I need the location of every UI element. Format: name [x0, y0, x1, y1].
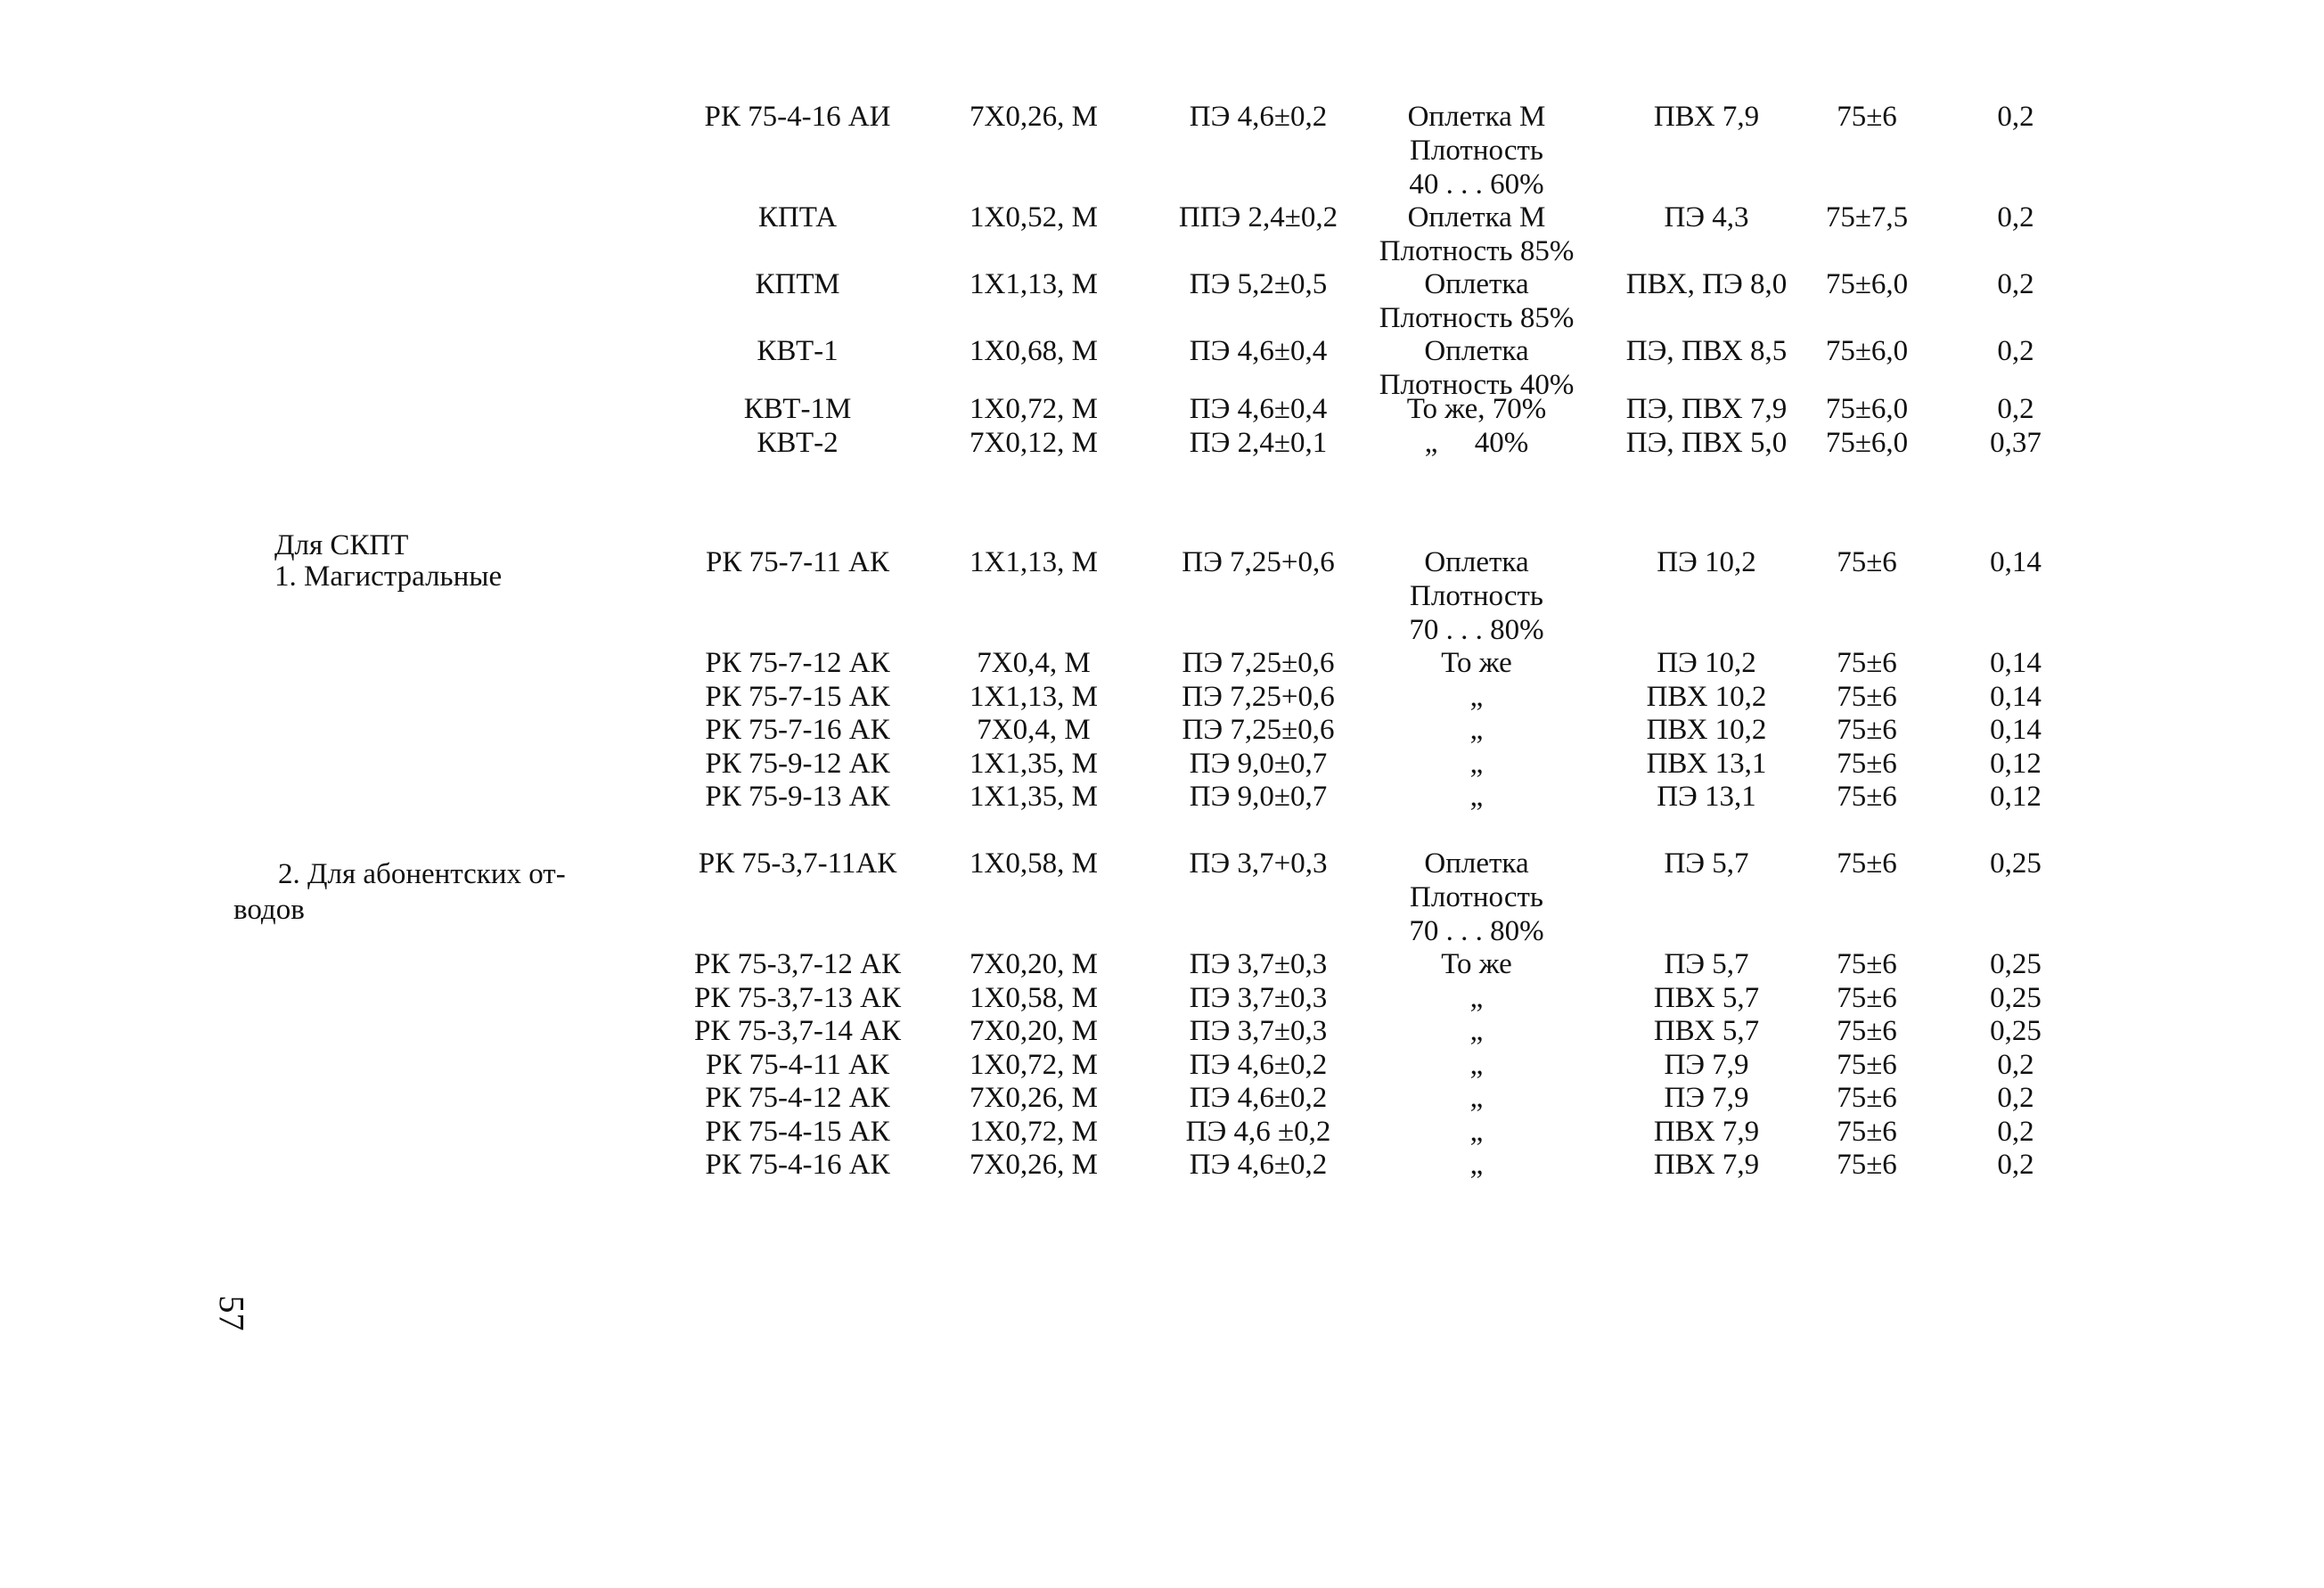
cell-brand: РК 75-7-12 АК [705, 647, 890, 679]
cell-impedance: 75±6 [1837, 1116, 1897, 1148]
cell-sheath: ПЭ, ПВХ 7,9 [1625, 393, 1788, 425]
cell-brand: РК 75-9-12 АК [705, 748, 890, 780]
cell-impedance: 75±6 [1837, 1049, 1897, 1081]
cell-impedance: 75±6 [1837, 948, 1897, 980]
cell-sheath: ПВХ 10,2 [1646, 681, 1767, 713]
cell-shield: „ 40% [1424, 427, 1529, 459]
cell-shield: „ [1469, 1116, 1484, 1148]
cell-brand: РК 75-4-16 АИ [704, 101, 891, 133]
section-label-skpt-title: Для СКПТ [274, 529, 409, 561]
cell-impedance: 75±6 [1837, 748, 1897, 780]
cell-impedance: 75±6 [1837, 714, 1897, 746]
cell-attenuation: 0,14 [1990, 714, 2042, 746]
cell-brand: РК 75-4-12 АК [705, 1082, 890, 1114]
cell-brand: РК 75-4-16 АК [705, 1149, 890, 1181]
cell-attenuation: 0,14 [1990, 647, 2042, 679]
cell-impedance: 75±6 [1837, 1149, 1897, 1181]
cell-impedance: 75±6,0 [1825, 335, 1909, 367]
cell-attenuation: 0,2 [1997, 268, 2034, 300]
cell-attenuation: 0,2 [1997, 1082, 2034, 1114]
section-label-subscriber-1: 2. Для абонентских от- [278, 858, 566, 890]
cell-brand: РК 75-3,7-11АК [698, 847, 897, 880]
cell-sheath: ПЭ 5,7 [1664, 847, 1749, 880]
cell-shield: То же [1441, 948, 1512, 980]
cell-insulation: ПЭ 9,0±0,7 [1189, 748, 1328, 780]
cell-brand: КВТ-1М [743, 393, 852, 425]
cell-shield: „ [1469, 681, 1484, 713]
cell-conductor: 7Х0,12, М [970, 427, 1098, 459]
cell-attenuation: 0,14 [1990, 546, 2042, 578]
cell-insulation: ПЭ 4,6±0,2 [1189, 101, 1328, 133]
cell-brand: КПТА [757, 201, 838, 233]
cell-conductor: 1Х0,58, М [970, 982, 1098, 1014]
cell-brand: РК 75-3,7-14 АК [694, 1015, 901, 1047]
cell-insulation: ПЭ 7,25+0,6 [1182, 681, 1335, 713]
cell-conductor: 1Х1,35, М [970, 781, 1098, 813]
cell-impedance: 75±6,0 [1825, 393, 1909, 425]
cell-sheath: ПВХ 7,9 [1653, 101, 1760, 133]
cell-attenuation: 0,2 [1997, 101, 2034, 133]
cell-insulation: ПЭ 3,7+0,3 [1189, 847, 1328, 880]
cell-conductor: 7Х0,4, М [977, 714, 1091, 746]
cell-conductor: 1Х1,13, М [970, 268, 1098, 300]
section-label-skpt-trunk: 1. Магистральные [274, 561, 503, 593]
cell-impedance: 75±6 [1837, 1082, 1897, 1114]
cell-insulation: ПЭ 4,6±0,2 [1189, 1082, 1328, 1114]
cell-attenuation: 0,2 [1997, 1116, 2034, 1148]
cell-insulation: ПЭ 4,6±0,4 [1189, 393, 1328, 425]
cell-brand: КПТМ [755, 268, 840, 300]
cell-sheath: ПВХ 10,2 [1646, 714, 1767, 746]
cell-shield: „ [1469, 748, 1484, 780]
cell-sheath: ПЭ, ПВХ 8,5 [1625, 335, 1788, 367]
cell-shield: „ [1469, 1149, 1484, 1181]
cell-insulation: ПЭ 3,7±0,3 [1189, 982, 1328, 1014]
cell-conductor: 7Х0,26, М [970, 101, 1098, 133]
cell-insulation: ПЭ 7,25±0,6 [1182, 714, 1335, 746]
cell-insulation: ПЭ 3,7±0,3 [1189, 948, 1328, 980]
cell-shield: Оплетка Плотность 70 . . . 80% [1409, 546, 1544, 646]
cell-brand: РК 75-3,7-12 АК [694, 948, 901, 980]
cell-conductor: 7Х0,26, М [970, 1149, 1098, 1181]
cell-brand: КВТ-2 [757, 427, 839, 459]
cell-sheath: ПВХ 13,1 [1646, 748, 1767, 780]
cell-shield: То же, 70% [1406, 393, 1547, 425]
cell-brand: РК 75-4-15 АК [705, 1116, 890, 1148]
cell-insulation: ПЭ 9,0±0,7 [1189, 781, 1328, 813]
cell-attenuation: 0,12 [1990, 781, 2042, 813]
cell-attenuation: 0,37 [1990, 427, 2042, 459]
cell-sheath: ПЭ 4,3 [1664, 201, 1749, 233]
cell-attenuation: 0,2 [1997, 1049, 2034, 1081]
cell-conductor: 7Х0,26, М [970, 1082, 1098, 1114]
cell-conductor: 7Х0,20, М [970, 948, 1098, 980]
cell-insulation: ППЭ 2,4±0,2 [1178, 201, 1338, 233]
cell-conductor: 1Х0,68, М [970, 335, 1098, 367]
cell-attenuation: 0,25 [1990, 1015, 2042, 1047]
cell-conductor: 7Х0,4, М [977, 647, 1091, 679]
cell-sheath: ПВХ 5,7 [1653, 982, 1760, 1014]
cell-insulation: ПЭ 2,4±0,1 [1189, 427, 1328, 459]
cell-impedance: 75±6 [1837, 546, 1897, 578]
cell-brand: РК 75-7-15 АК [705, 681, 890, 713]
cell-sheath: ПВХ 5,7 [1653, 1015, 1760, 1047]
cell-impedance: 75±6 [1837, 647, 1897, 679]
cell-attenuation: 0,12 [1990, 748, 2042, 780]
cell-insulation: ПЭ 4,6±0,2 [1189, 1149, 1328, 1181]
cell-shield: Оплетка Плотность 85% [1379, 268, 1575, 334]
cell-sheath: ПЭ 10,2 [1657, 647, 1756, 679]
cell-insulation: ПЭ 4,6±0,2 [1189, 1049, 1328, 1081]
cell-sheath: ПВХ 7,9 [1653, 1116, 1760, 1148]
cell-conductor: 1Х0,72, М [970, 393, 1098, 425]
cell-impedance: 75±6 [1837, 1015, 1897, 1047]
cell-conductor: 1Х0,72, М [970, 1049, 1098, 1081]
cell-shield: „ [1469, 1049, 1484, 1081]
cell-conductor: 1Х0,52, М [970, 201, 1098, 233]
cell-impedance: 75±6,0 [1825, 268, 1909, 300]
cell-shield: Оплетка Плотность 40% [1379, 335, 1575, 401]
cell-sheath: ПЭ 5,7 [1664, 948, 1749, 980]
cell-brand: КВТ-1 [757, 335, 839, 367]
cell-shield: „ [1469, 1015, 1484, 1047]
cell-conductor: 1Х1,35, М [970, 748, 1098, 780]
cell-attenuation: 0,25 [1990, 982, 2042, 1014]
cell-attenuation: 0,2 [1997, 335, 2034, 367]
cell-impedance: 75±6 [1837, 681, 1897, 713]
cell-shield: „ [1469, 781, 1484, 813]
cell-attenuation: 0,2 [1997, 1149, 2034, 1181]
section-label-subscriber-2: водов [233, 894, 305, 926]
cell-insulation: ПЭ 4,6 ±0,2 [1185, 1116, 1331, 1148]
cell-insulation: ПЭ 5,2±0,5 [1189, 268, 1328, 300]
cell-brand: РК 75-3,7-13 АК [694, 982, 901, 1014]
cell-shield: Оплетка Плотность 70 . . . 80% [1409, 847, 1544, 947]
cell-brand: РК 75-9-13 АК [705, 781, 890, 813]
cell-attenuation: 0,2 [1997, 393, 2034, 425]
cell-shield: Оплетка М Плотность 40 . . . 60% [1407, 101, 1546, 201]
cell-impedance: 75±6 [1837, 847, 1897, 880]
cell-sheath: ПВХ 7,9 [1653, 1149, 1760, 1181]
cell-impedance: 75±6 [1837, 982, 1897, 1014]
cell-insulation: ПЭ 4,6±0,4 [1189, 335, 1328, 367]
cell-sheath: ПЭ, ПВХ 5,0 [1625, 427, 1788, 459]
cell-impedance: 75±6 [1837, 101, 1897, 133]
cell-conductor: 1Х0,72, М [970, 1116, 1098, 1148]
cell-brand: РК 75-4-11 АК [706, 1049, 889, 1081]
cell-attenuation: 0,14 [1990, 681, 2042, 713]
cell-sheath: ПЭ 13,1 [1657, 781, 1756, 813]
cell-brand: РК 75-7-16 АК [705, 714, 890, 746]
cell-impedance: 75±6 [1837, 781, 1897, 813]
cell-shield: „ [1469, 982, 1484, 1014]
cell-shield: То же [1441, 647, 1512, 679]
cell-sheath: ПЭ 7,9 [1664, 1082, 1749, 1114]
cell-shield: Оплетка М Плотность 85% [1379, 201, 1575, 267]
cell-attenuation: 0,25 [1990, 847, 2042, 880]
cell-shield: „ [1469, 1082, 1484, 1114]
cell-sheath: ПЭ 10,2 [1657, 546, 1756, 578]
cell-conductor: 1Х1,13, М [970, 681, 1098, 713]
cell-insulation: ПЭ 7,25+0,6 [1182, 546, 1335, 578]
cell-sheath: ПЭ 7,9 [1664, 1049, 1749, 1081]
cell-brand: РК 75-7-11 АК [706, 546, 889, 578]
cell-conductor: 7Х0,20, М [970, 1015, 1098, 1047]
cell-attenuation: 0,2 [1997, 201, 2034, 233]
cell-conductor: 1Х1,13, М [970, 546, 1098, 578]
cell-impedance: 75±6,0 [1825, 427, 1909, 459]
cell-sheath: ПВХ, ПЭ 8,0 [1625, 268, 1788, 300]
page-number: 57 [211, 1295, 252, 1331]
cell-insulation: ПЭ 3,7±0,3 [1189, 1015, 1328, 1047]
cell-shield: „ [1469, 714, 1484, 746]
cell-insulation: ПЭ 7,25±0,6 [1182, 647, 1335, 679]
cell-impedance: 75±7,5 [1825, 201, 1909, 233]
cell-conductor: 1Х0,58, М [970, 847, 1098, 880]
cell-attenuation: 0,25 [1990, 948, 2042, 980]
